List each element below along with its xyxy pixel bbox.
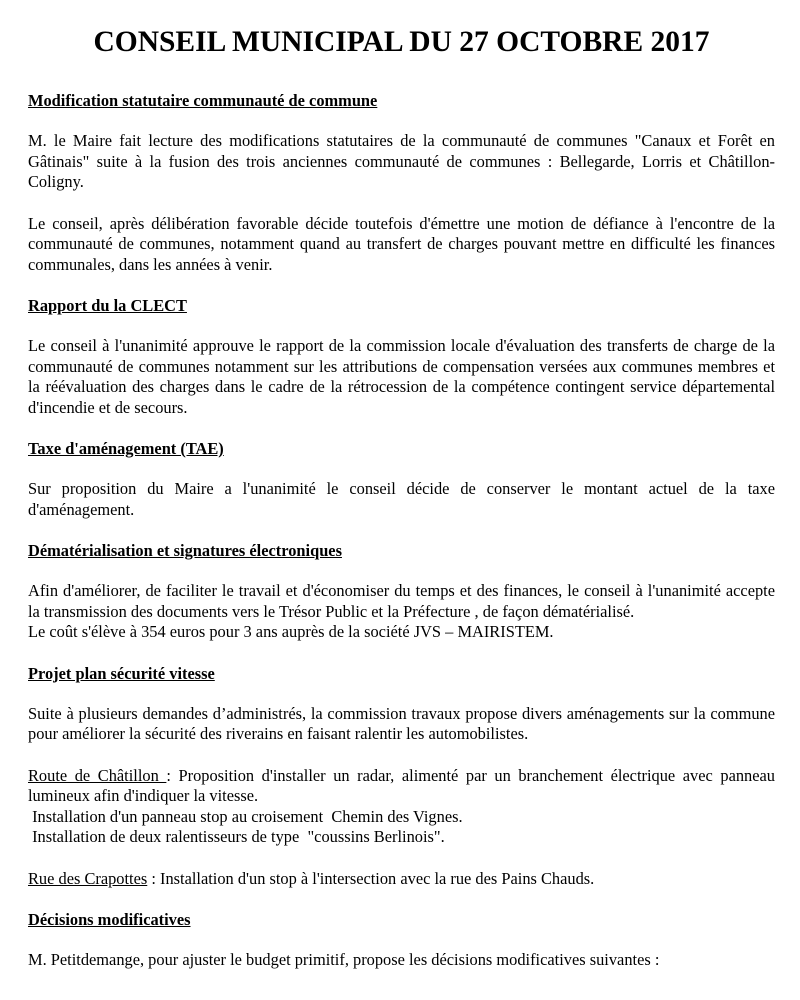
paragraph-route-chatillon <box>28 766 775 848</box>
paragraph-dematerialisation <box>28 581 775 643</box>
paragraph-rapport-clect: Le conseil à l'unanimité approuve le rapport de la commission locale d'évaluation des transferts de charge de la communauté de communes notamment sur les attributions de compensation versées aux communes membres et la réévaluation des charges dans le cadre de la rétrocession de la compétence contingent service départemental d'incendie et de secours. <box>28 336 775 417</box>
paragraph-lecture-modifications: M. le Maire fait lecture des modifications statutaires de la communauté de communes "Canaux et Forêt en Gâtinais" suite à la fusion des trois anciennes communauté de communes : Bellegarde, Lorris et Châtillon-Coligny. <box>28 131 775 191</box>
paragraph-taxe-amenagement: Sur proposition du Maire a l'unanimité le conseil décide de conserver le montant actuel de la taxe d'aménagement. <box>28 479 775 519</box>
route-chatillon-text: : Proposition d'installer un radar, alimenté par un branchement électrique avec panneau lumineux afin d'indiquer la vitesse. <box>28 765 775 805</box>
page-title: CONSEIL MUNICIPAL DU 27 OCTOBRE 2017 <box>93 26 710 58</box>
route-chatillon-block <box>28 766 775 806</box>
section-heading-dematerialisation: Dématérialisation et signatures électroniques <box>28 541 342 560</box>
section-heading-decisions-modificatives: Décisions modificatives <box>28 910 191 929</box>
section-heading-securite-vitesse: Projet plan sécurité vitesse <box>28 663 215 683</box>
section-heading-rapport-clect: Rapport du la CLECT <box>28 296 187 315</box>
section-heading-modification-statutaire: Modification statutaire communauté de commune <box>28 91 378 110</box>
route-chatillon-label: Route de Châtillon <box>28 765 167 785</box>
paragraph-motion-defiance: Le conseil, après délibération favorable décide toutefois d'émettre une motion de défiance à l'encontre de la communauté de communes, notamment quand au transfert de charges pouvant mettre en difficulté les finances communales, dans les années à venir. <box>28 213 775 274</box>
paragraph-decisions-modificatives: M. Petitdemange, pour ajuster le budget primitif, propose les décisions modificatives suivantes : <box>28 950 660 969</box>
route-chatillon-stop: Installation d'un panneau stop au croisement Chemin des Vignes. <box>28 806 463 826</box>
rue-crapottes-label: Rue des Crapottes <box>28 868 148 888</box>
paragraph-securite-intro: Suite à plusieurs demandes d’administrés, la commission travaux propose divers aménagements sur la commune pour améliorer la sécurité des riverains en faisant ralentir les automobilistes. <box>28 703 775 743</box>
rue-crapottes-text: : Installation d'un stop à l'intersection avec la rue des Pains Chauds. <box>147 868 595 888</box>
dematerialisation-text: Afin d'améliorer, de faciliter le travail et d'économiser du temps et des finances, le conseil à l'unanimité accepte la transmission des documents vers le Trésor Public et la Préfecture , de façon dématérialisé. <box>28 581 775 621</box>
document-page <box>28 24 775 992</box>
dematerialisation-cost: Le coût s'élève à 354 euros pour 3 ans auprès de la société JVS – MAIRISTEM. <box>28 622 554 641</box>
route-chatillon-ralentisseurs: Installation de deux ralentisseurs de type "coussins Berlinois". <box>28 827 445 846</box>
section-heading-taxe-amenagement: Taxe d'aménagement (TAE) <box>28 439 224 458</box>
paragraph-rue-crapottes <box>28 869 775 890</box>
